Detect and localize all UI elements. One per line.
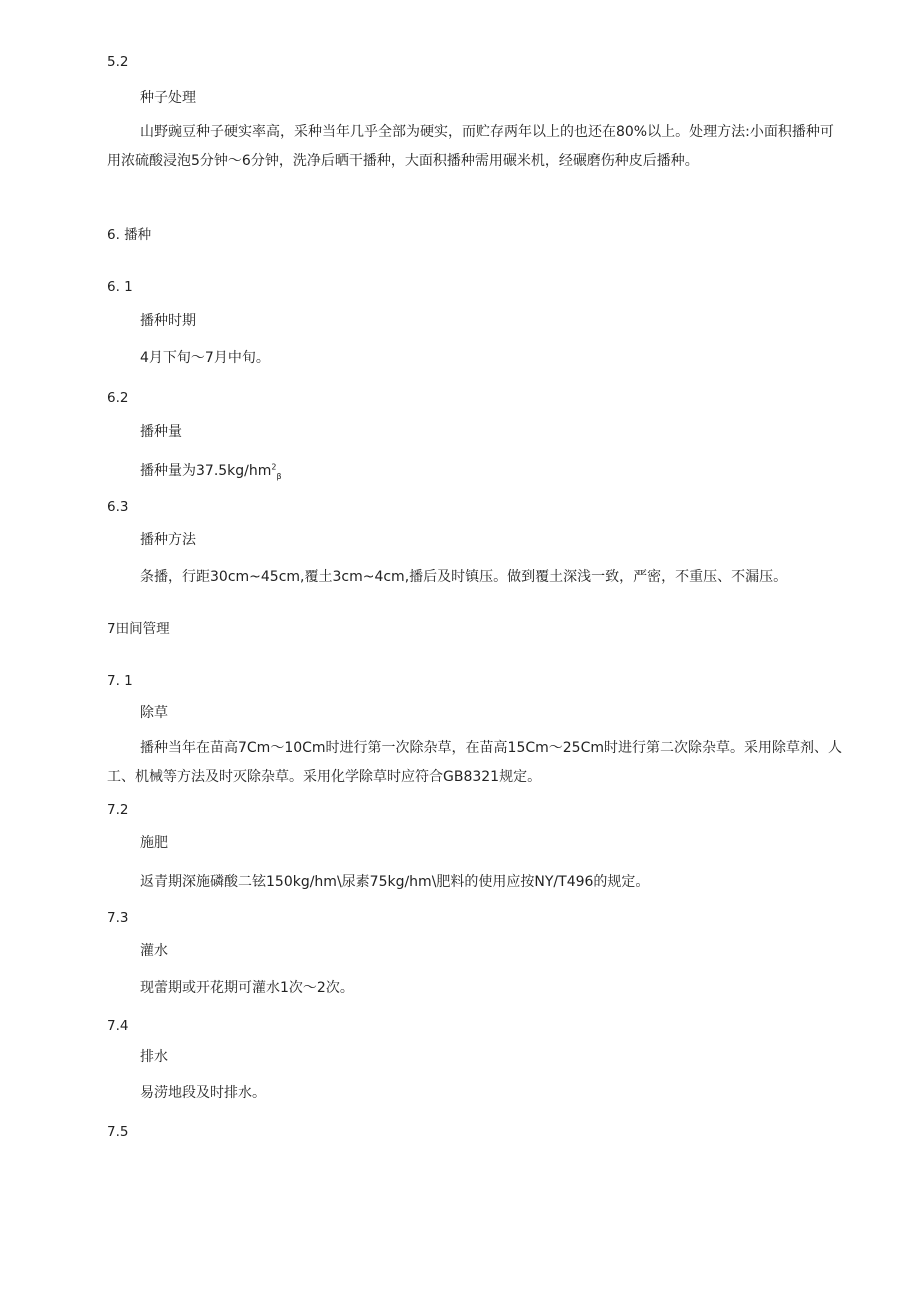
- section-heading-7-field-management: 7田间管理: [107, 621, 170, 637]
- section-title-sowing-period: 播种时期: [140, 313, 196, 329]
- section-number-7-3: 7.3: [107, 910, 129, 926]
- section-title-drainage: 排水: [140, 1049, 168, 1065]
- section-number-7-5: 7.5: [107, 1124, 129, 1140]
- section-number-6-1: 6. 1: [107, 279, 133, 295]
- paragraph-seed-treatment: 山野豌豆种子硬实率高，采种当年几乎全部为硬实，而贮存两年以上的也还在80%以上。处理方法:小面积播种可用浓硫酸浸泡5分钟～6分钟，洗净后晒干播种，大面积播种需用碾米机，经碾磨伤种皮后播种。: [107, 124, 834, 169]
- section-heading-6-sowing: 6. 播种: [107, 227, 152, 243]
- section-title-weeding: 除草: [140, 705, 168, 721]
- paragraph-sowing-method: 条播，行距30cm~45cm,覆土3cm~4cm,播后及时镇压。做到覆土深浅一致，严密，不重压、不漏压。: [140, 569, 788, 585]
- section-number-5-2: 5.2: [107, 54, 129, 70]
- paragraph-sowing-amount: [140, 461, 282, 481]
- section-title-sowing-amount: 播种量: [140, 424, 182, 440]
- section-number-6-2: 6.2: [107, 390, 129, 406]
- section-number-7-2: 7.2: [107, 802, 129, 818]
- paragraph-weeding: 播种当年在苗高7Cm～10Cm时进行第一次除杂草，在苗高15Cm～25Cm时进行第二次除杂草。采用除草剂、人工、机械等方法及时灭除杂草。采用化学除草时应符合GB8321规定。: [107, 740, 843, 785]
- section-title-sowing-method: 播种方法: [140, 532, 196, 548]
- section-title-fertilizing: 施肥: [140, 835, 168, 851]
- paragraph-sowing-period: 4月下旬～7月中旬。: [140, 350, 270, 366]
- section-title-irrigation: 灌水: [140, 943, 168, 959]
- section-number-6-3: 6.3: [107, 499, 129, 515]
- sowing-amount-subscript: β: [276, 471, 282, 481]
- section-title-seed-treatment: 种子处理: [140, 90, 196, 106]
- paragraph-drainage: 易涝地段及时排水。: [140, 1085, 266, 1101]
- paragraph-fertilizing: 返青期深施磷酸二铉150kg∕hm\尿素75kg∕hm\肥料的使用应按NY/T496的规定。: [140, 874, 650, 890]
- section-number-7-1: 7. 1: [107, 673, 133, 689]
- sowing-amount-superscript: 2: [271, 462, 277, 472]
- section-number-7-4: 7.4: [107, 1018, 129, 1034]
- paragraph-irrigation: 现蕾期或开花期可灌水1次～2次。: [140, 980, 354, 996]
- sowing-amount-text: 播种量为37.5kg∕hm: [140, 463, 272, 479]
